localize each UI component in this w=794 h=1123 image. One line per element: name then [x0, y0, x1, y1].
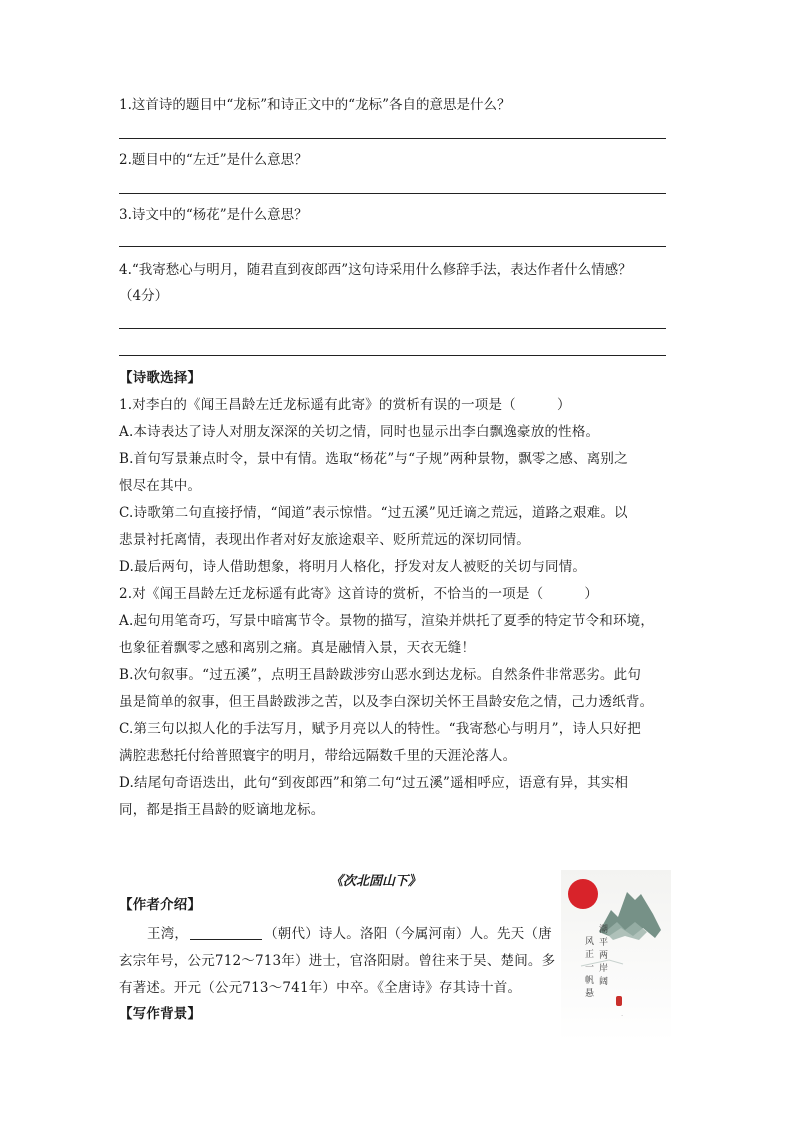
- poem-glyph: 平: [599, 938, 609, 948]
- selection-line: 1.对李白的《闻王昌龄左迁龙标遥有此寄》的赏析有误的一项是（ ）: [119, 397, 571, 413]
- red-sun: [568, 879, 598, 909]
- author-intro-line: [147, 924, 552, 944]
- section-heading-selection: 【诗歌选择】: [119, 370, 202, 386]
- poem-glyph: 阔: [599, 977, 609, 987]
- author-intro-line: 有著述。开元（公元713～741年）中卒。《全唐诗》存其诗十首。: [119, 980, 522, 996]
- selection-line: A.本诗表达了诗人对朋友深深的关切之情，同时也显示出李白飘逸豪放的性格。: [119, 424, 600, 440]
- selection-line: 恨尽在其中。: [119, 478, 202, 494]
- poem-glyph: 悬: [585, 989, 595, 999]
- seal-stamp: [616, 996, 622, 1006]
- answer-line: [119, 246, 666, 247]
- poem-glyph: 正: [585, 950, 595, 960]
- poem-glyph: 岸: [599, 964, 609, 974]
- faded-glyph: ·: [621, 1012, 624, 1020]
- selection-line: 也象征着飘零之感和离别之痛。真是融情入景，天衣无缝！: [119, 640, 476, 656]
- poem-column-1-text: [599, 923, 608, 987]
- answer-line: [119, 328, 666, 329]
- question-1: 1.这首诗的题目中“龙标”和诗正文中的“龙标”各自的意思是什么？: [119, 97, 511, 113]
- section-heading-background: 【写作背景】: [119, 1006, 202, 1022]
- selection-line: 满腔悲愁托付给普照寰宇的明月，带给远隔数千里的天涯沦落人。: [119, 748, 517, 764]
- answer-line: [119, 138, 666, 139]
- poem-glyph: 帆: [585, 976, 595, 986]
- author-name: 王湾，: [147, 926, 189, 942]
- poem-glyph: 风: [585, 937, 595, 947]
- selection-line: 2.对《闻王昌龄左迁龙标遥有此寄》这首诗的赏析，不恰当的一项是（ ）: [119, 586, 599, 602]
- author-intro-text: （朝代）诗人。洛阳（今属河南）人。先天（唐: [264, 926, 552, 942]
- question-4: 4.“我寄愁心与明月，随君直到夜郎西”这句诗采用什么修辞手法，表达作者什么情感？: [119, 262, 632, 278]
- fill-in-blank[interactable]: [190, 924, 262, 940]
- selection-line: C.第三句以拟人化的手法写月，赋予月亮以人的特性。“我寄愁心与明月”，诗人只好把: [119, 721, 641, 737]
- question-4-score: （4分）: [119, 288, 169, 304]
- author-intro-line: 玄宗年号，公元712～713年）进士，官洛阳尉。曾往来于吴、楚间。多: [119, 953, 556, 969]
- selection-line: C.诗歌第二句直接抒情，“闻道”表示惊惜。“过五溪”见迁谪之荒远，道路之艰难。以: [119, 505, 628, 521]
- poem-glyph: 两: [599, 951, 609, 961]
- poem-title: 《次北固山下》: [330, 874, 422, 889]
- selection-line: 悲景衬托离情，表现出作者对好友旅途艰辛、贬所荒远的深切同情。: [119, 532, 530, 548]
- answer-line: [119, 193, 666, 194]
- selection-line: 虽是简单的叙事，但王昌龄跋涉之苦，以及李白深切关怀王昌龄安危之情，己力透纸背。: [119, 694, 654, 710]
- selection-line: 同，都是指王昌龄的贬谪地龙标。: [119, 802, 325, 818]
- question-3: 3.诗文中的“杨花”是什么意思？: [119, 207, 308, 223]
- selection-line: D.结尾句奇语迭出，此句“到夜郎西”和第二句“过五溪”遥相呼应，语意有异，其实相: [119, 775, 629, 791]
- selection-line: A.起句用笔奇巧，写景中暗寓节令。景物的描写，渲染并烘托了夏季的特定节令和环境，: [119, 613, 655, 629]
- landscape-illustration: [561, 870, 671, 1042]
- selection-line: D.最后两句，诗人借助想象，将明月人格化，抒发对友人被贬的关切与同情。: [119, 559, 587, 575]
- selection-line: B.次句叙事。“过五溪”，点明王昌龄跋涉穷山恶水到达龙标。自然条件非常恶劣。此句: [119, 667, 642, 683]
- answer-line: [119, 355, 666, 356]
- section-heading-author: 【作者介绍】: [119, 897, 202, 913]
- question-2: 2.题目中的“左迁”是什么意思？: [119, 152, 308, 168]
- poem-glyph: 潮: [599, 925, 609, 935]
- selection-line: B.首句写景兼点时令，景中有情。选取“杨花”与“子规”两种景物，飘零之感、离别之: [119, 451, 628, 467]
- poem-column-2-text: [585, 936, 595, 999]
- poem-glyph: 一: [585, 963, 595, 973]
